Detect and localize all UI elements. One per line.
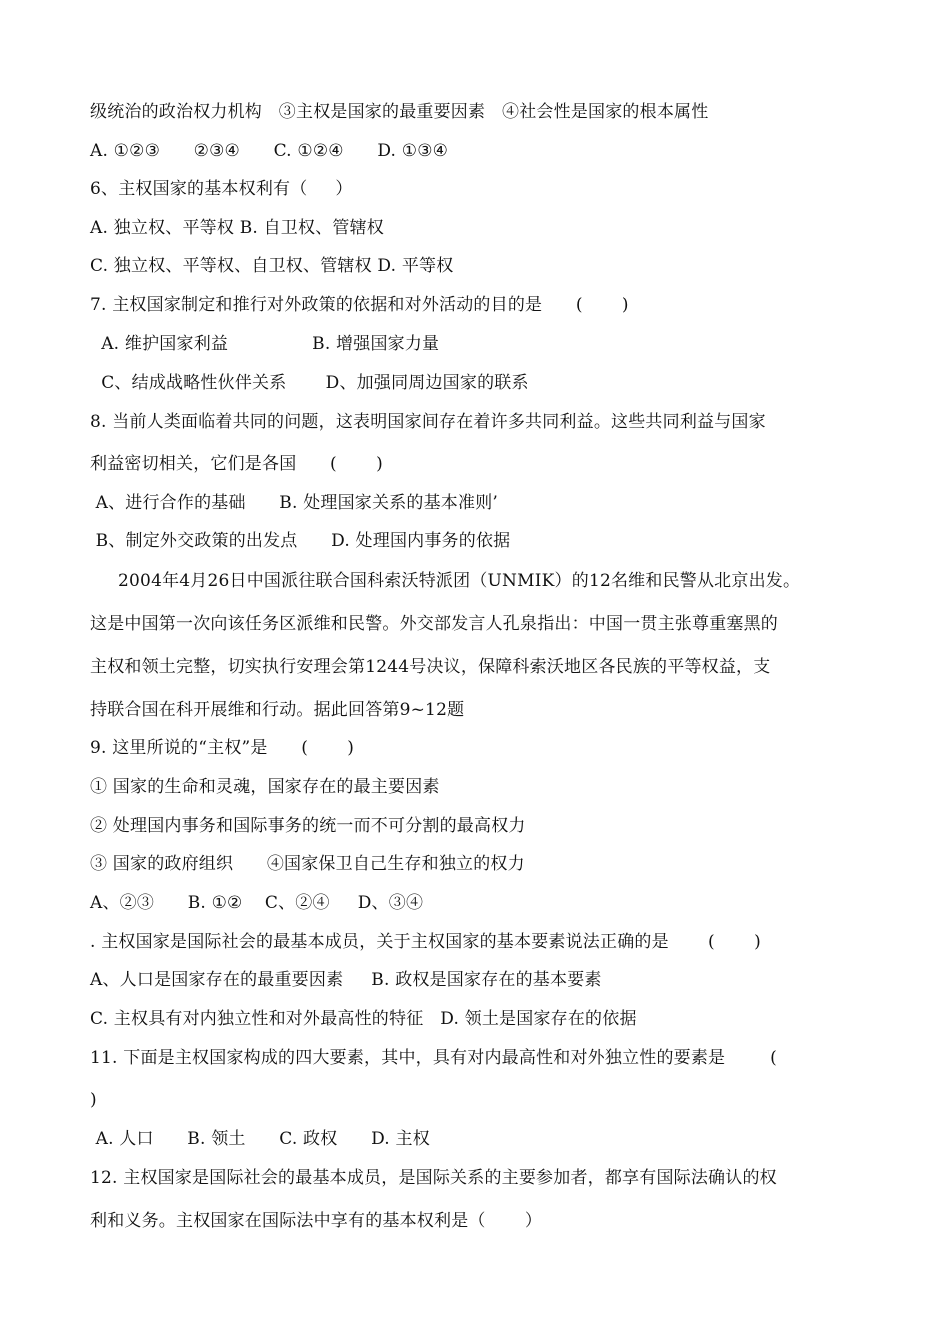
- question-11-stem: 11. 下面是主权国家构成的四大要素，其中，具有对内最高性和对外独立性的要素是 (: [90, 1048, 777, 1068]
- question-9-stem: 9. 这里所说的“主权”是 ( ): [90, 738, 355, 758]
- question-8-stem-line-1: 8. 当前人类面临着共同的问题，这表明国家间存在着许多共同利益。这些共同利益与国家: [90, 412, 766, 432]
- question-7-options-c-d: C、结成战略性伙伴关系 D、加强同周边国家的联系: [90, 373, 529, 393]
- passage-line-3: 主权和领土完整，切实执行安理会第1244号决议，保障科索沃地区各民族的平等权益，支: [90, 657, 771, 677]
- question-6-stem: 6、主权国家的基本权利有（ ）: [90, 179, 353, 199]
- question-12-stem-line-1: 12. 主权国家是国际社会的最基本成员，是国际关系的主要参加者，都享有国际法确认的权: [90, 1168, 777, 1188]
- question-6-options-c-d: C. 独立权、平等权、自卫权、管辖权 D. 平等权: [90, 256, 454, 276]
- question-6-options-a-b: A. 独立权、平等权 B. 自卫权、管辖权: [90, 218, 384, 238]
- passage-line-4: 持联合国在科开展维和行动。据此回答第9~12题: [90, 700, 465, 720]
- question-8-stem-line-2: 利益密切相关，它们是各国 ( ): [90, 454, 383, 474]
- question-11-stem-continued: ): [90, 1090, 97, 1110]
- text-line-1: 级统治的政治权力机构 ③主权是国家的最重要因素 ④社会性是国家的根本属性: [90, 102, 709, 122]
- question-8-options-a-b: A、进行合作的基础 B. 处理国家关系的基本准则’: [90, 493, 499, 513]
- passage-line-1: 2004年4月26日中国派往联合国科索沃特派团（UNMIK）的12名维和民警从北京出发。: [90, 571, 801, 591]
- text-line-2: A. ①②③ ②③④ C. ①②④ D. ①③④: [90, 141, 449, 161]
- question-9-statements-3-4: ③ 国家的政府组织 ④国家保卫自己生存和独立的权力: [90, 854, 525, 874]
- question-9-statement-1: ① 国家的生命和灵魂，国家存在的最主要因素: [90, 777, 440, 797]
- question-9-statement-2: ② 处理国内事务和国际事务的统一而不可分割的最高权力: [90, 816, 526, 836]
- question-7-stem: 7. 主权国家制定和推行对外政策的依据和对外活动的目的是 ( ): [90, 295, 629, 315]
- question-12-stem-line-2: 利和义务。主权国家在国际法中享有的基本权利是（ ）: [90, 1211, 543, 1231]
- question-9-options: A、②③ B. ①② C、②④ D、③④: [90, 893, 424, 913]
- question-7-options-a-b: A. 维护国家利益 B. 增强国家力量: [90, 334, 440, 354]
- passage-line-2: 这是中国第一次向该任务区派维和民警。外交部发言人孔泉指出：中国一贯主张尊重塞黑的: [90, 614, 778, 634]
- question-10-options-a-b: A、人口是国家存在的最重要因素 B. 政权是国家存在的基本要素: [90, 970, 602, 990]
- question-10-options-c-d: C. 主权具有对内独立性和对外最高性的特征 D. 领土是国家存在的依据: [90, 1009, 637, 1029]
- question-11-options: A. 人口 B. 领土 C. 政权 D. 主权: [90, 1129, 430, 1149]
- question-8-options-b-d: B、制定外交政策的出发点 D. 处理国内事务的依据: [90, 531, 511, 551]
- question-10-stem: . 主权国家是国际社会的最基本成员，关于主权国家的基本要素说法正确的是 ( ): [90, 932, 761, 952]
